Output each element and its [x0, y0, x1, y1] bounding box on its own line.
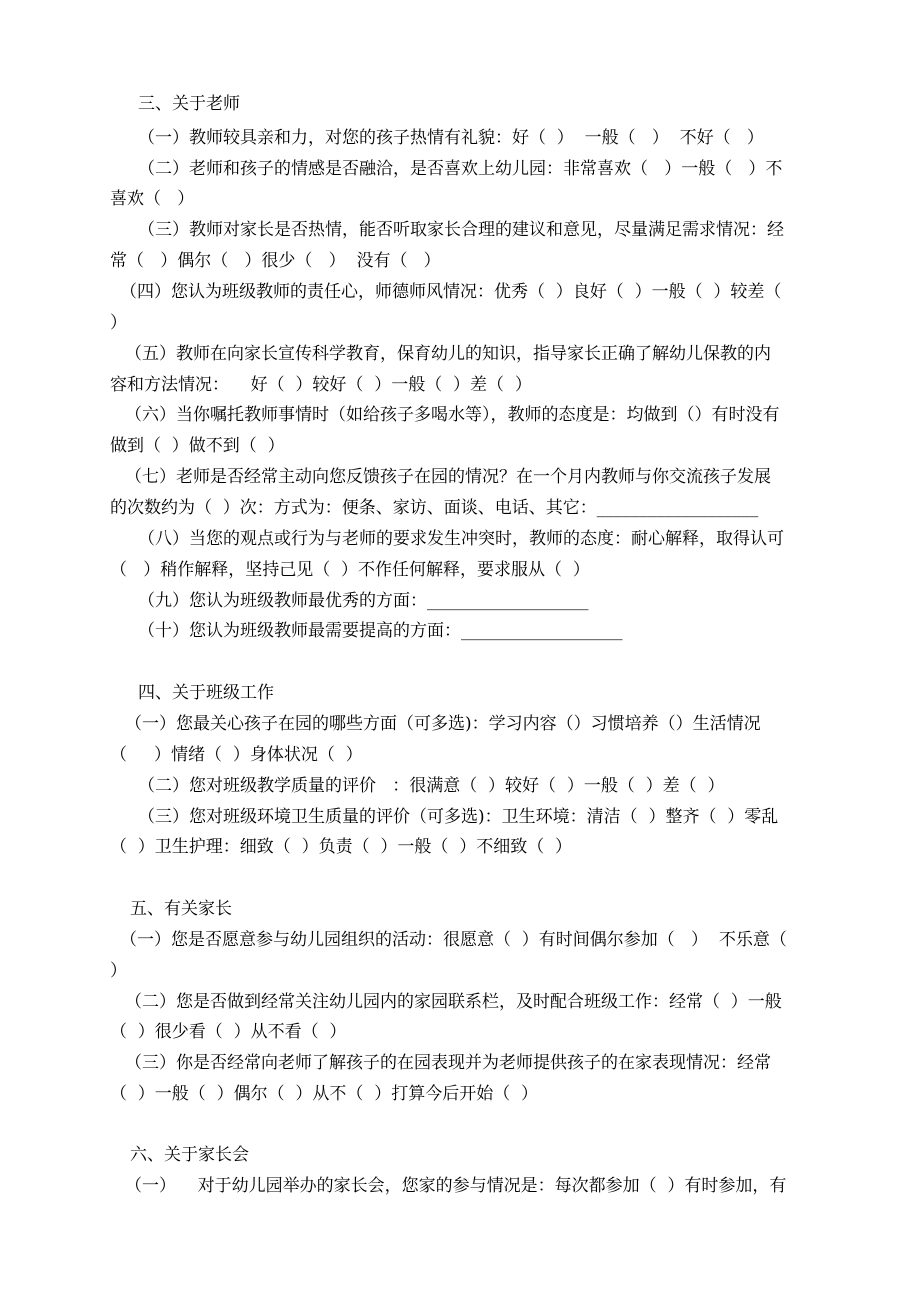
question-line: 容和方法情况： 好（ ）较好（ ）一般（ ）差（ ）: [110, 375, 532, 395]
question-line: 常（ ）偶尔（ ）很少（ ） 没有（ ）: [110, 251, 441, 271]
question-line: （四）您认为班级教师的责任心，师德师风情况：优秀（ ）良好（ ）一般（ ）较差（: [120, 282, 782, 302]
question-line: 的次数约为（ ）次：方式为：便条、家访、面谈、电话、其它：___________________: [110, 498, 759, 518]
question-line: 做到（ ）做不到（ ）: [110, 436, 285, 456]
section-heading-parent-meeting: 六、关于家长会: [130, 1145, 249, 1165]
question-line: （十）您认为班级教师最需要提高的方面：___________________: [138, 621, 623, 641]
question-line: （ ）很少看（ ）从不看（ ）: [110, 1022, 347, 1042]
question-line: （五）教师在向家长宣传科学教育，保育幼儿的知识，指导家长正确了解幼儿保教的内: [125, 344, 771, 364]
question-line: （三）你是否经常向老师了解孩子的在园表现并为老师提供孩子的在家表现情况：经常: [125, 1053, 771, 1073]
question-line: （六）当你嘱托教师事情时（如给孩子多喝水等），教师的态度是：均做到（）有时没有: [125, 405, 780, 425]
question-line: （三）教师对家长是否热情，能否听取家长合理的建议和意见，尽量满足需求情况：经: [138, 220, 784, 240]
question-line: （三）您对班级环境卫生质量的评价（可多选)：卫生环境：清洁（ ）整齐（ ）零乱: [138, 807, 779, 827]
section-heading-class-work: 四、关于班级工作: [138, 683, 274, 703]
question-line: （二）您是否做到经常关注幼儿园内的家园联系栏，及时配合班级工作：经常（ ）一般: [125, 992, 782, 1012]
question-line: （一）您是否愿意参与幼儿园组织的活动：很愿意（ ）有时间偶尔参加（ ） 不乐意（: [120, 930, 787, 950]
question-line: （八）当您的观点或行为与老师的要求发生冲突时，教师的态度：耐心解释，取得认可: [138, 529, 784, 549]
question-line: ）: [110, 313, 127, 333]
question-line: ）: [110, 961, 127, 981]
section-heading-teachers: 三、关于老师: [138, 94, 240, 114]
question-line: （ ）情绪（ ）身体状况（ ）: [110, 745, 363, 765]
question-line: （一）教师较具亲和力，对您的孩子热情有礼貌：好（ ） 一般（ ） 不好（ ）: [138, 128, 764, 148]
question-line: （七）老师是否经常主动向您反馈孩子在园的情况？在一个月内教师与你交流孩子发展: [125, 467, 771, 487]
question-line: 喜欢（ ）: [110, 189, 195, 209]
question-line: （九）您认为班级教师最优秀的方面：___________________: [138, 591, 589, 611]
question-line: （一）您最关心孩子在园的哪些方面（可多选)：学习内容（）习惯培养（）生活情况: [125, 714, 761, 734]
question-line: （二）您对班级教学质量的评价 ：很满意（ ）较好（ ）一般（ ）差（ ）: [138, 776, 725, 796]
question-line: （ ）稍作解释，坚持己见（ ）不作任何解释，要求服从（ ）: [110, 560, 590, 580]
section-heading-parents: 五、有关家长: [130, 899, 232, 919]
question-line: （ ）卫生护理：细致（ ）负责（ ）一般（ ）不细致（ ）: [110, 837, 573, 857]
question-line: （二）老师和孩子的情感是否融洽，是否喜欢上幼儿园：非常喜欢（ ）一般（ ）不: [138, 159, 783, 179]
question-line: （一） 对于幼儿园举办的家长会，您家的参与情况是：每次都参加（ ）有时参加，有: [125, 1176, 787, 1196]
question-line: （ ）一般（ ）偶尔（ ）从不（ ）打算今后开始（ ）: [110, 1084, 539, 1104]
